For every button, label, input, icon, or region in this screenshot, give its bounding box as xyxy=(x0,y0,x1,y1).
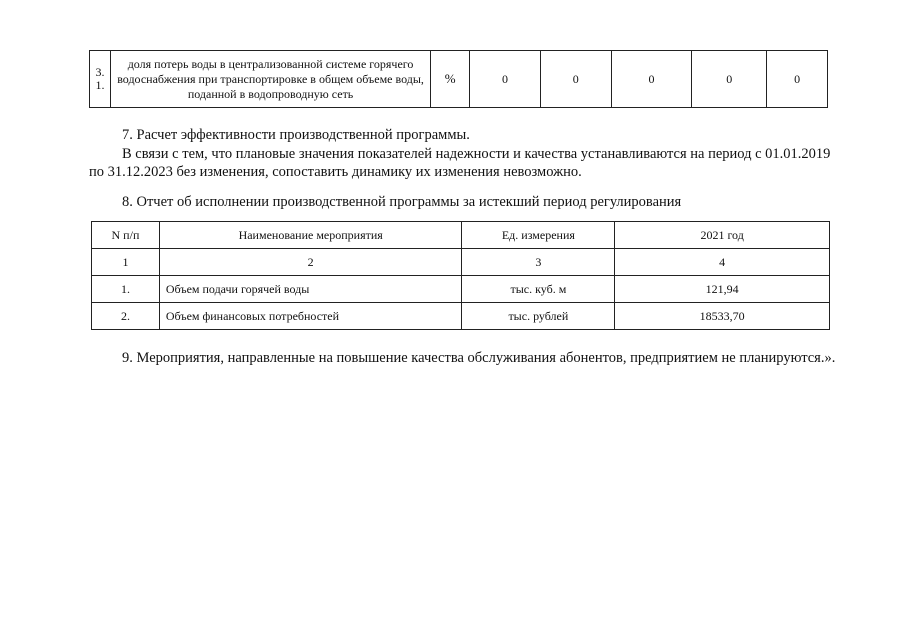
value-cell: 0 xyxy=(692,51,767,108)
row-unit: тыс. куб. м xyxy=(462,276,615,303)
table-header-row xyxy=(92,222,830,249)
header-name: Наименование мероприятия xyxy=(159,222,462,249)
row-number: 1. xyxy=(92,276,160,303)
section7-text-line1: В связи с тем, что плановые значения показателей надежности и качества устанавливаются на период с 01.01.2019 xyxy=(122,146,831,162)
row-number: 3. 1. xyxy=(90,51,111,108)
header-num: N п/п xyxy=(92,222,160,249)
index-cell: 4 xyxy=(615,249,830,276)
value-cell: 0 xyxy=(470,51,541,108)
section7-heading: 7. Расчет эффективности производственной программы. xyxy=(122,127,470,143)
program-report-table xyxy=(91,221,830,330)
table-row xyxy=(92,276,830,303)
row-unit: % xyxy=(431,51,470,108)
table-row xyxy=(92,303,830,330)
section9-text: 9. Мероприятия, направленные на повышение качества обслуживания абонентов, предприятием не планируются.». xyxy=(122,350,836,366)
table-index-row xyxy=(92,249,830,276)
row-unit: тыс. рублей xyxy=(462,303,615,330)
loss-indicator-table xyxy=(89,50,828,108)
table-row xyxy=(90,51,828,108)
row-value: 121,94 xyxy=(615,276,830,303)
row-name: Объем финансовых потребностей xyxy=(159,303,462,330)
index-cell: 2 xyxy=(159,249,462,276)
row-name: Объем подачи горячей воды xyxy=(159,276,462,303)
value-cell: 0 xyxy=(767,51,828,108)
index-cell: 3 xyxy=(462,249,615,276)
header-year: 2021 год xyxy=(615,222,830,249)
row-number: 2. xyxy=(92,303,160,330)
header-unit: Ед. измерения xyxy=(462,222,615,249)
row-value: 18533,70 xyxy=(615,303,830,330)
value-cell: 0 xyxy=(540,51,611,108)
section7-text-line2: по 31.12.2023 без изменения, сопоставить динамику их изменения невозможно. xyxy=(89,164,582,180)
index-cell: 1 xyxy=(92,249,160,276)
value-cell: 0 xyxy=(611,51,692,108)
row-description: доля потерь воды в централизованной системе горячего водоснабжения при транспортировке в общем объеме воды, поданной в водопроводную сеть xyxy=(110,51,430,108)
section8-heading: 8. Отчет об исполнении производственной программы за истекший период регулирования xyxy=(122,194,682,210)
